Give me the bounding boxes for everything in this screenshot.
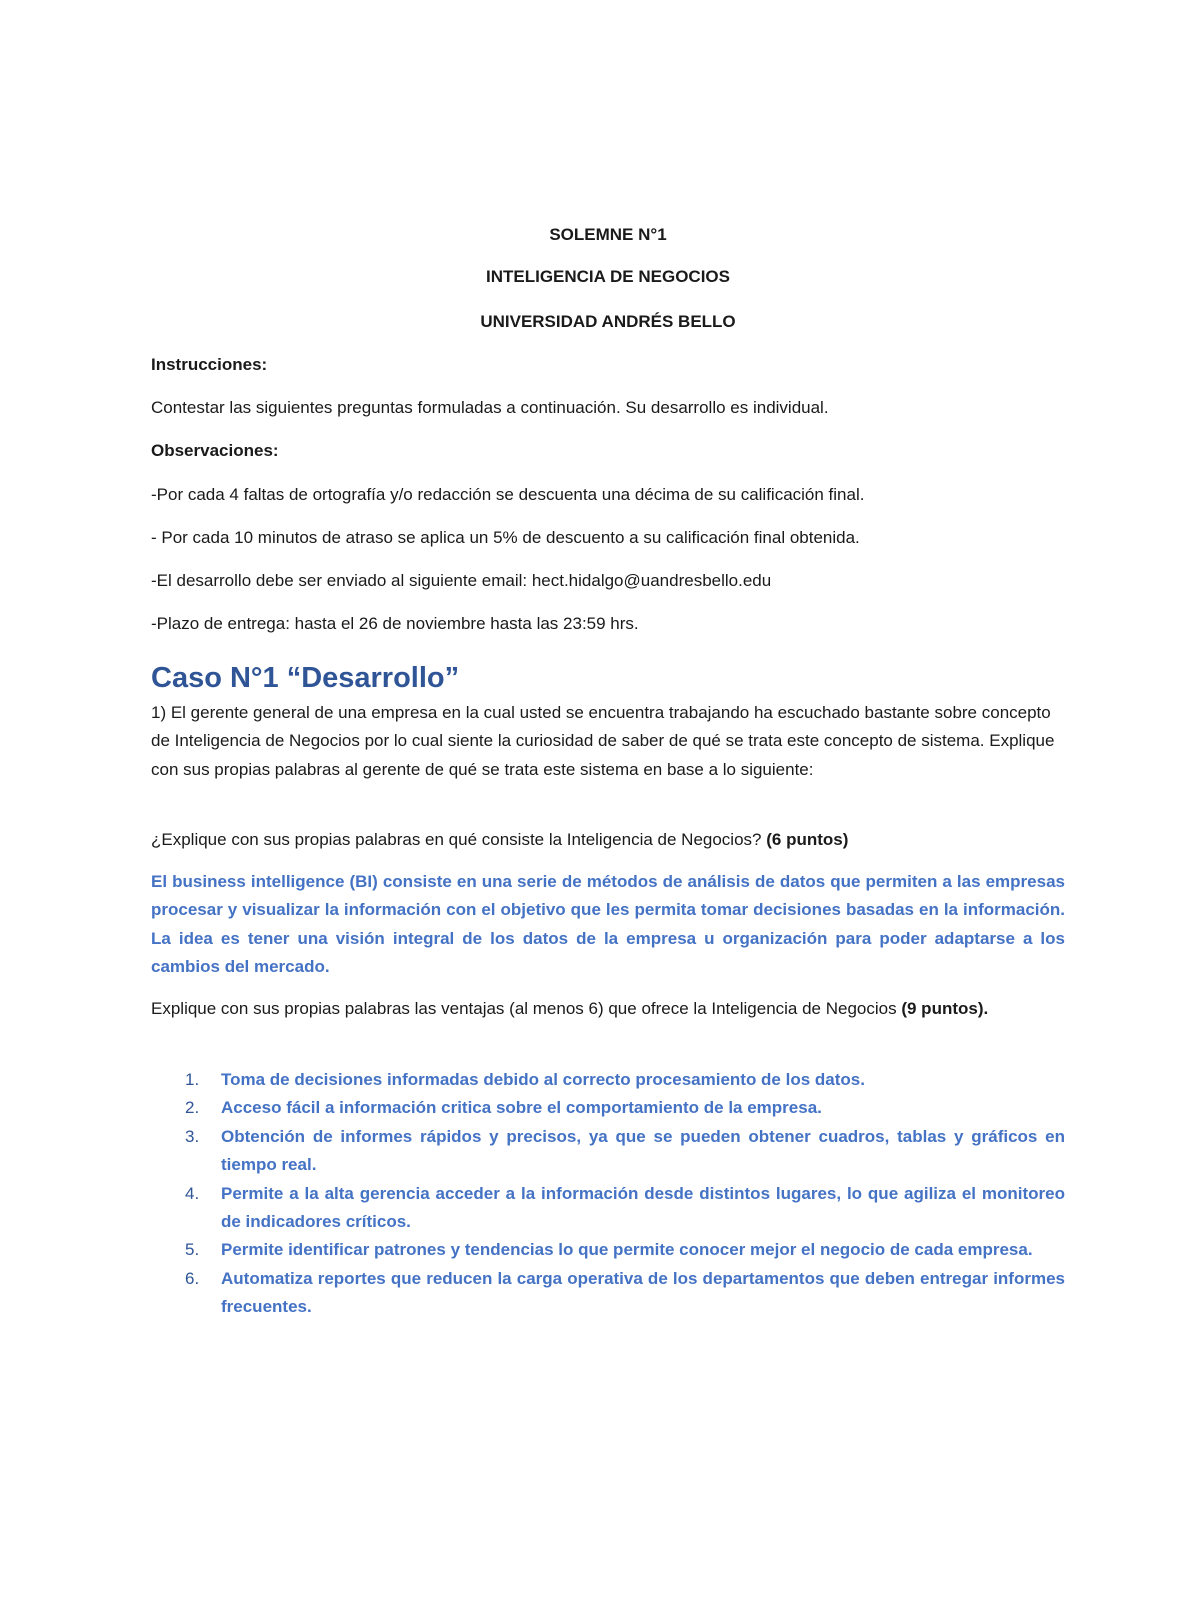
case-intro: 1) El gerente general de una empresa en la cual usted se encuentra trabajando ha escuchado bastante sobre concepto de Inteligencia de Negocios por lo cual siente la curiosidad de saber de qué se trata este concepto de sistema. Explique con sus propias palabras al gerente de qué se trata este sistema en base a lo siguiente:: [151, 703, 1055, 779]
instructions-label: Instrucciones:: [151, 355, 268, 374]
observations-label: Observaciones:: [151, 441, 279, 460]
question-1: [151, 829, 1065, 851]
instructions-text: Contestar las siguientes preguntas formuladas a continuación. Su desarrollo es individual.: [151, 398, 829, 417]
list-item-number: 5.: [185, 1240, 200, 1260]
list-item-number: 6.: [185, 1268, 200, 1288]
list-item-text: Automatiza reportes que reducen la carga operativa de los departamentos que deben entregar informes frecuentes.: [221, 1268, 1065, 1317]
university-name: UNIVERSIDAD ANDRÉS BELLO: [480, 312, 736, 331]
list-item: [185, 1265, 1065, 1322]
question-1-points: (6 puntos): [766, 830, 849, 849]
list-item-number: 1.: [185, 1070, 200, 1089]
list-item: [185, 1094, 1065, 1122]
question-2-points: (9 puntos).: [901, 999, 989, 1018]
observation-item: - Por cada 10 minutos de atraso se aplica un 5% de descuento a su calificación final obtenida.: [151, 528, 860, 547]
list-item-number: 4.: [185, 1183, 200, 1203]
list-item: [185, 1066, 1065, 1094]
list-item-text: Permite identificar patrones y tendencias lo que permite conocer mejor el negocio de cada empresa.: [221, 1240, 1033, 1260]
question-2-text: Explique con sus propias palabras las ventajas (al menos 6) que ofrece la Inteligencia de Negocios: [151, 999, 897, 1018]
list-item: [185, 1236, 1065, 1264]
advantages-list: [185, 1066, 1065, 1322]
list-item-text: Obtención de informes rápidos y precisos, ya que se pueden obtener cuadros, tablas y gráficos en tiempo real.: [221, 1126, 1065, 1175]
list-item-number: 3.: [185, 1126, 200, 1146]
case-heading: Caso N°1 “Desarrollo”: [151, 662, 460, 694]
question-1-text: ¿Explique con sus propias palabras en qué consiste la Inteligencia de Negocios?: [151, 830, 762, 849]
answer-1: El business intelligence (BI) consiste en una serie de métodos de análisis de datos que permiten a las empresas procesar y visualizar la información con el objetivo que les permita tomar decisiones basadas en la información. La idea es tener una visión integral de los datos de la empresa u organización para poder adaptarse a los cambios del mercado.: [151, 872, 1065, 977]
observation-item: -Por cada 4 faltas de ortografía y/o redacción se descuenta una décima de su calificación final.: [151, 485, 865, 504]
observation-item: -Plazo de entrega: hasta el 26 de noviembre hasta las 23:59 hrs.: [151, 614, 639, 633]
list-item-text: Acceso fácil a información critica sobre el comportamiento de la empresa.: [221, 1098, 822, 1118]
course-name: INTELIGENCIA DE NEGOCIOS: [485, 267, 730, 286]
list-item: [185, 1123, 1065, 1180]
list-item: [185, 1180, 1065, 1237]
list-item-text: Permite a la alta gerencia acceder a la información desde distintos lugares, lo que agiliza el monitoreo de indicadores críticos.: [221, 1183, 1065, 1232]
list-item-text: Toma de decisiones informadas debido al correcto procesamiento de los datos.: [221, 1070, 865, 1089]
list-item-number: 2.: [185, 1098, 200, 1118]
observation-item: -El desarrollo debe ser enviado al siguiente email: hect.hidalgo@uandresbello.edu: [151, 571, 772, 590]
document-title: SOLEMNE N°1: [549, 225, 667, 244]
question-2: [151, 995, 1065, 1023]
